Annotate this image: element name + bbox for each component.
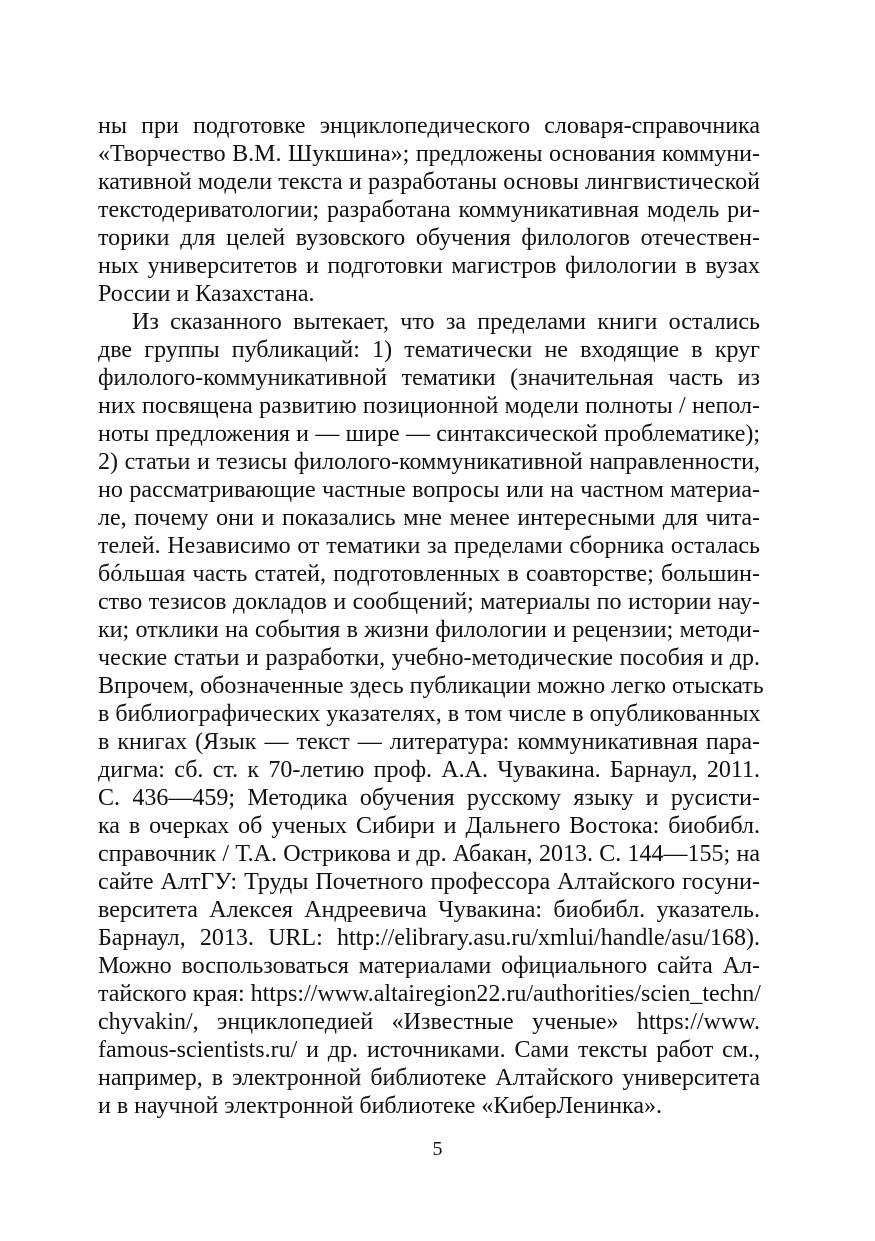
text-line: Впрочем, обозначенные здесь публикации можно легко отыскать: [98, 673, 764, 699]
text-line: сайте АлтГУ: Труды Почетного профессора Алтайского госуни-: [98, 869, 760, 895]
text-line: в книгах (Язык — текст — литература: коммуникативная пара-: [98, 729, 760, 755]
text-line: торики для целей вузовского обучения филологов отечествен-: [98, 225, 760, 251]
text-line: текстодериватологии; разработана коммуникативная модель ри-: [98, 197, 760, 223]
text-line: famous-scientists.ru/ и др. источниками. Сами тексты работ см.,: [98, 1037, 760, 1063]
text-line: ство тезисов докладов и сообщений; материалы по истории нау-: [98, 589, 760, 615]
text-line: но рассматривающие частные вопросы или на частном материа-: [98, 477, 760, 503]
text-line: ных университетов и подготовки магистров филологии в вузах: [98, 253, 760, 279]
body-text: [98, 112, 764, 1120]
text-line: России и Казахстана.: [98, 281, 315, 307]
text-line: две группы публикаций: 1) тематически не входящие в круг: [98, 337, 760, 363]
text-line: кативной модели текста и разработаны основы лингвистической: [98, 169, 760, 195]
text-line: ны при подготовке энциклопедического словаря-справочника: [98, 113, 760, 139]
text-line: ноты предложения и — шире — синтаксической проблематике);: [98, 421, 760, 447]
text-line: верситета Алексея Андреевича Чувакина: биобибл. указатель.: [98, 897, 760, 923]
text-line: бóльшая часть статей, подготовленных в соавторстве; большин-: [98, 561, 760, 587]
text-line: chyvakin/, энциклопедией «Известные ученые» https://www.: [98, 1009, 760, 1035]
paragraph-1: [98, 112, 760, 308]
page-number: 5: [432, 1138, 443, 1160]
text-line: С. 436—459; Методика обучения русскому языку и русисти-: [98, 785, 760, 811]
text-line: тайского края: https://www.altairegion22.ru/authorities/scien_techn/: [98, 981, 761, 1007]
text-line: Барнаул, 2013. URL: http://elibrary.asu.ru/xmlui/handle/asu/168).: [98, 925, 760, 951]
text-line: телей. Независимо от тематики за пределами сборника осталась: [98, 533, 760, 559]
text-line: 2) статьи и тезисы филолого-коммуникативной направленности,: [98, 449, 760, 475]
paragraph-2: [98, 308, 764, 1120]
text-line: Из сказанного вытекает, что за пределами книги остались: [132, 309, 760, 335]
text-line: ки; отклики на события в жизни филологии и рецензии; методи-: [98, 617, 760, 643]
text-line: филолого-коммуникативной тематики (значительная часть из: [98, 365, 760, 391]
text-line: справочник / Т.А. Острикова и др. Абакан, 2013. С. 144—155; на: [98, 841, 760, 867]
text-line: Можно воспользоваться материалами официального сайта Ал-: [98, 953, 760, 979]
text-line: и в научной электронной библиотеке «КиберЛенинка».: [98, 1093, 663, 1119]
text-line: дигма: сб. ст. к 70-летию проф. А.А. Чувакина. Барнаул, 2011.: [98, 757, 760, 783]
text-line: ка в очерках об ученых Сибири и Дальнего Востока: биобибл.: [98, 813, 760, 839]
text-line: ле, почему они и показались мне менее интересными для чита-: [98, 505, 760, 531]
text-line: них посвящена развитию позиционной модели полноты / непол-: [98, 393, 760, 419]
text-line: «Творчество В.М. Шукшина»; предложены основания коммуни-: [98, 141, 760, 167]
text-line: например, в электронной библиотеке Алтайского университета: [98, 1065, 760, 1091]
text-line: в библиографических указателях, в том числе в опубликованных: [98, 701, 761, 727]
text-line: ческие статьи и разработки, учебно-методические пособия и др.: [98, 645, 760, 671]
